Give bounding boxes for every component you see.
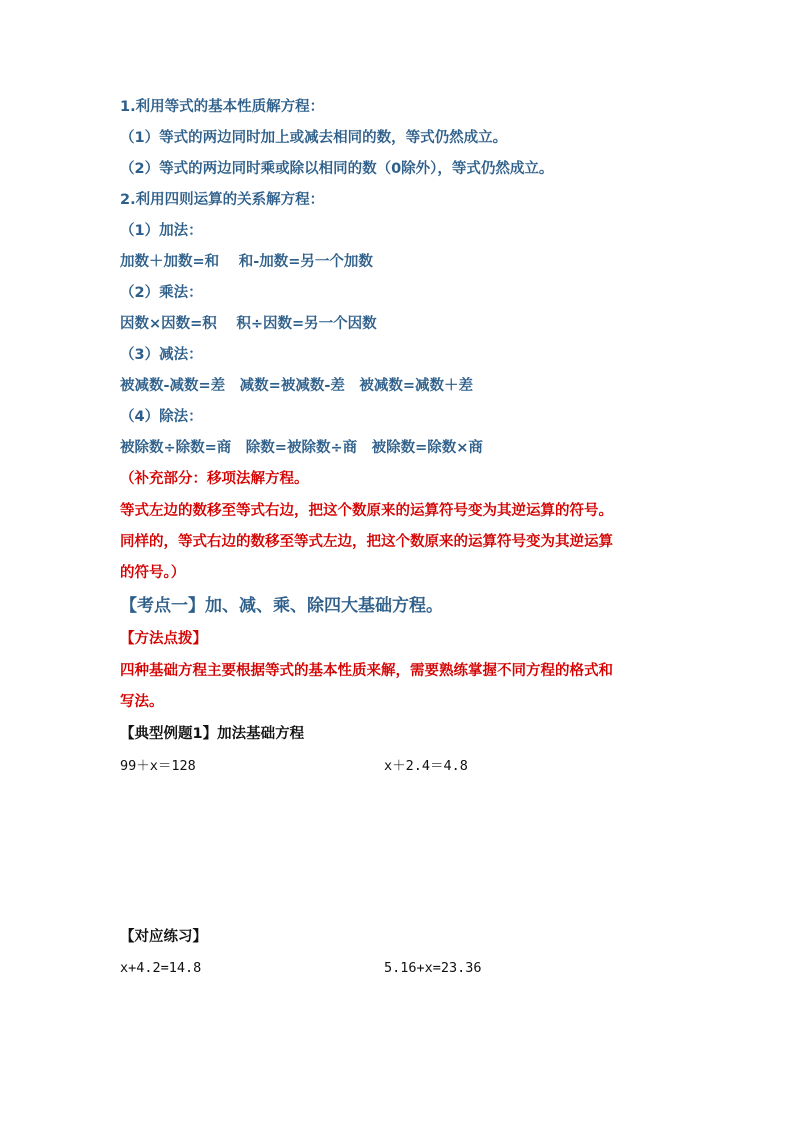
practice-equation-1: x+4.2=14.8 bbox=[120, 960, 202, 976]
kaodian-title: 【考点一】加、减、乘、除四大基础方程。 bbox=[120, 596, 443, 616]
practice-title: 【对应练习】 bbox=[120, 929, 207, 945]
example1-title: 【典型例题1】加法基础方程 bbox=[120, 726, 305, 742]
supplement-paragraph-1: 等式左边的数移至等式右边，把这个数原来的运算符号变为其逆运算的符号。 bbox=[120, 503, 613, 519]
method-text-b: 写法。 bbox=[120, 694, 164, 710]
example1-equation-2: x＋2.4＝4.8 bbox=[384, 758, 468, 774]
addition-rule: 加数＋加数=和 和-加数=另一个加数 bbox=[120, 254, 373, 270]
addition-label: （1）加法： bbox=[120, 223, 203, 239]
property-2: （2）等式的两边同时乘或除以相同的数（0除外），等式仍然成立。 bbox=[120, 161, 554, 177]
example1-equation-1: 99＋x＝128 bbox=[120, 758, 196, 774]
supplement-paragraph-2a: 同样的，等式右边的数移至等式左边，把这个数原来的运算符号变为其逆运算 bbox=[120, 534, 613, 550]
subtraction-label: （3）减法： bbox=[120, 347, 203, 363]
subtraction-rule: 被减数-减数=差 减数=被减数-差 被减数=减数＋差 bbox=[120, 378, 473, 394]
multiplication-label: （2）乘法： bbox=[120, 285, 203, 301]
supplement-paragraph-2b: 的符号。） bbox=[120, 565, 186, 581]
method-label: 【方法点拨】 bbox=[120, 631, 207, 647]
multiplication-rule: 因数×因数=积 积÷因数=另一个因数 bbox=[120, 316, 377, 332]
practice-equation-2: 5.16+x=23.36 bbox=[384, 960, 482, 976]
method-text-a: 四种基础方程主要根据等式的基本性质来解，需要熟练掌握不同方程的格式和 bbox=[120, 663, 613, 679]
property-1: （1）等式的两边同时加上或减去相同的数，等式仍然成立。 bbox=[120, 130, 508, 146]
supplement-title: （补充部分：移项法解方程。 bbox=[120, 471, 309, 487]
section1-heading: 1.利用等式的基本性质解方程： bbox=[120, 99, 325, 115]
section2-heading: 2.利用四则运算的关系解方程： bbox=[120, 192, 325, 208]
division-label: （4）除法： bbox=[120, 409, 203, 425]
division-rule: 被除数÷除数=商 除数=被除数÷商 被除数=除数×商 bbox=[120, 440, 483, 456]
